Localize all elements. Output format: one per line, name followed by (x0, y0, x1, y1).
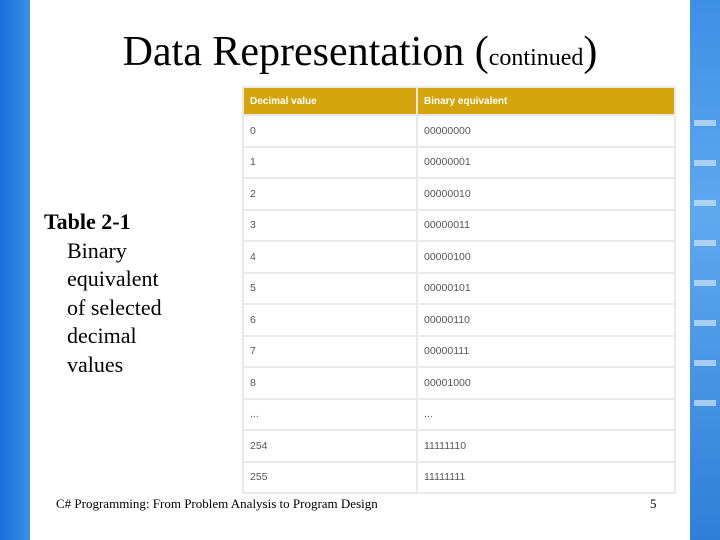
decimal-cell: 6 (244, 305, 416, 335)
binary-cell: 00000101 (418, 274, 674, 304)
binary-cell: 11111111 (418, 463, 674, 493)
table-row (244, 305, 674, 335)
decimal-cell: 255 (244, 463, 416, 493)
table-row (244, 463, 674, 493)
binary-cell: 00000011 (418, 211, 674, 241)
table-header-row (244, 88, 674, 114)
binary-cell: 11111110 (418, 431, 674, 461)
caption-line: Binary (67, 237, 127, 263)
column-header: Decimal value (244, 88, 416, 114)
table-row (244, 242, 674, 272)
table-row (244, 368, 674, 398)
column-header: Binary equivalent (418, 88, 674, 114)
binary-cell: 00001000 (418, 368, 674, 398)
binary-cell: 00000110 (418, 305, 674, 335)
caption-line: Table 2-1 (44, 209, 131, 234)
caption-line: equivalent (67, 266, 159, 291)
table-row (244, 337, 674, 367)
table-row (244, 274, 674, 304)
decimal-cell: 3 (244, 211, 416, 241)
decimal-cell: 5 (244, 274, 416, 304)
background-decoration (690, 0, 720, 540)
caption-line: of selected (67, 294, 162, 320)
decimal-cell: 0 (244, 116, 416, 146)
table-caption (44, 208, 224, 379)
decimal-cell: 1 (244, 148, 416, 178)
binary-cell: 00000111 (418, 337, 674, 367)
table-row (244, 116, 674, 146)
table-row (244, 148, 674, 178)
decimal-cell: 2 (244, 179, 416, 209)
binary-table (242, 86, 676, 494)
table-row (244, 179, 674, 209)
decimal-cell: ... (244, 400, 416, 430)
table-row (244, 211, 674, 241)
caption-line: decimal (67, 323, 137, 348)
binary-cell: 00000100 (418, 242, 674, 272)
decimal-cell: 254 (244, 431, 416, 461)
binary-cell: 00000010 (418, 179, 674, 209)
binary-cell: ... (418, 400, 674, 430)
slide-footer: C# Programming: From Problem Analysis to Program Design (56, 496, 378, 511)
decimal-cell: 4 (244, 242, 416, 272)
decimal-cell: 7 (244, 337, 416, 367)
table-row (244, 431, 674, 461)
binary-cell: 00000000 (418, 116, 674, 146)
binary-cell: 00000001 (418, 148, 674, 178)
caption-line: values (67, 351, 124, 377)
table-row (244, 400, 674, 430)
slide-title: Data Representation (continued) (122, 29, 598, 75)
decimal-cell: 8 (244, 368, 416, 398)
slide (30, 0, 690, 540)
page-number: 5 (650, 496, 657, 511)
